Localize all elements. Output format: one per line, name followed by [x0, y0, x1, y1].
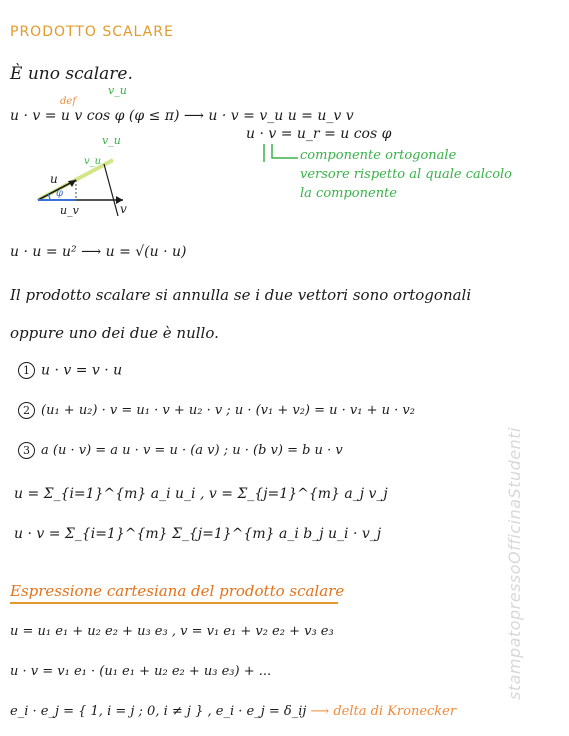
kronecker-delta: , e_i · e_j = δ_ij — [207, 704, 307, 719]
page-title: PRODOTTO SCALARE — [10, 24, 174, 40]
section-title: Espressione cartesiana del prodotto scalare — [10, 582, 345, 600]
annotation-line-1: componente ortogonale — [300, 148, 457, 163]
property-text: (u₁ + u₂) · v = u₁ · v + u₂ · v ; u · (v₁ + v₂) = u · v₁ + u · v₂ — [41, 403, 415, 418]
statement-line-1: Il prodotto scalare si annulla se i due vettori sono ortogonali — [10, 286, 472, 304]
watermark: stampatopressoOfficinaStudenti — [505, 427, 524, 700]
kronecker-note: ⟶ delta di Kronecker — [310, 704, 457, 719]
label-v-u-diagram: v_u — [84, 156, 102, 167]
property-1 — [18, 362, 122, 379]
cartesian-line-1: u = u₁ e₁ + u₂ e₂ + u₃ e₃ , v = v₁ e₁ + v₂ e₂ + v₃ e₃ — [10, 624, 334, 639]
property-2 — [18, 402, 415, 419]
property-text: a (u · v) = a u · v = u · (a v) ; u · (b v) = b u · v — [41, 443, 343, 458]
intro-text: È uno scalare. — [10, 64, 133, 84]
scalar-product-definition: u · v = u v cos φ (φ ≤ π) ⟶ u · v = v_u u = u_v v — [10, 108, 354, 124]
component-formula: u · v = u_r = u cos φ — [246, 126, 392, 142]
kronecker-definition — [10, 704, 456, 719]
property-text: u · v = v · u — [41, 362, 123, 379]
property-number: 3 — [18, 442, 35, 459]
label-u-v: u_v — [60, 204, 79, 217]
annotation-line-3: la componente — [300, 186, 397, 201]
statement-line-2: oppure uno dei due è nullo. — [10, 324, 219, 342]
kronecker-cases: e_i · e_j = { 1, i = j ; 0, i ≠ j } — [10, 704, 204, 719]
annotation-arrow — [262, 142, 302, 162]
section-underline — [10, 602, 338, 604]
cartesian-line-2: u · v = v₁ e₁ · (u₁ e₁ + u₂ e₂ + u₃ e₃) + ... — [10, 664, 272, 679]
vector-diagram — [28, 150, 148, 225]
label-v-u-top: v_u — [108, 84, 127, 97]
annotation-line-2: versore rispetto al quale calcolo — [300, 167, 513, 182]
property-3 — [18, 442, 343, 459]
def-marker: def — [60, 96, 77, 107]
property-number: 2 — [18, 402, 35, 419]
norm-formula: u · u = u² ⟶ u = √(u · u) — [10, 244, 187, 260]
label-u: u — [50, 172, 58, 186]
scalar-product-sum: u · v = Σ_{i=1}^{m} Σ_{j=1}^{m} a_i b_j u_i · v_j — [14, 526, 382, 542]
label-phi: φ — [56, 188, 64, 199]
property-number: 1 — [18, 362, 35, 379]
vector-sums: u = Σ_{i=1}^{m} a_i u_i , v = Σ_{j=1}^{m} a_j v_j — [14, 486, 388, 502]
label-v-u-bottom: v_u — [102, 134, 121, 147]
label-v: v — [120, 202, 127, 216]
